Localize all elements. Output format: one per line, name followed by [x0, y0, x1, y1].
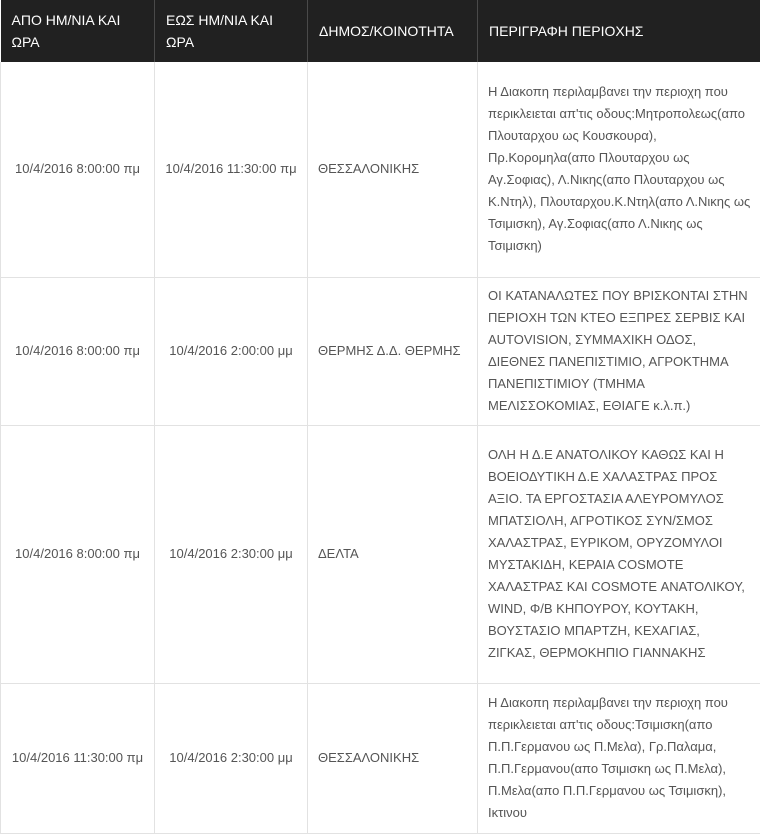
- cell-area-description: ΟΙ ΚΑΤΑΝΑΛΩΤΕΣ ΠΟΥ ΒΡΙΣΚΟΝΤΑΙ ΣΤΗΝ ΠΕΡΙΟΧΗ ΤΩΝ ΚΤΕΟ ΕΞΠΡΕΣ ΣΕΡΒΙΣ ΚΑΙ AUTOVISION, ΣΥΜΜΑΧΙΚΗ ΟΔΟΣ, ΔΙΕΘΝΕΣ ΠΑΝΕΠΙΣΤΙΜΙΟ, ΑΓΡΟΚΤΗΜΑ ΠΑΝΕΠΙΣΤΙΜΙΟΥ (ΤΜΗΜΑ ΜΕΛΙΣΣΟΚΟΜΙΑΣ, ΕΘΙΑΓΕ κ.λ.π.): [478, 277, 760, 425]
- table-row: [1, 425, 760, 683]
- cell-area-description: ΟΛΗ Η Δ.Ε ΑΝΑΤΟΛΙΚΟΥ ΚΑΘΩΣ ΚΑΙ Η ΒΟΕΙΟΔΥΤΙΚΗ Δ.Ε ΧΑΛΑΣΤΡΑΣ ΠΡΟΣ ΑΞΙΟ. ΤΑ ΕΡΓΟΣΤΑΣΙΑ ΑΛΕΥΡΟΜΥΛΟΣ ΜΠΑΤΣΙΟΛΗ, ΑΓΡΟΤΙΚΟΣ ΣΥΝ/ΣΜΟΣ ΧΑΛΑΣΤΡΑΣ, ΕΥΡΙΚΟΜ, ΟΡΥΖΟΜΥΛΟΙ ΜΥΣΤΑΚΙΔΗ, ΚΕΡΑΙΑ COSMOTE ΧΑΛΑΣΤΡΑΣ ΚΑΙ COSMOTE ΑΝΑΤΟΛΙΚΟΥ, WIND, Φ/Β ΚΗΠΟΥΡΟΥ, ΚΟΥΤΑΚΗ, ΒΟΥΣΤΑΣΙΟ ΜΠΑΡΤΖΗ, ΚΕΧΑΓΙΑΣ, ΖΙΓΚΑΣ, ΘΕΡΜΟΚΗΠΙΟ ΓΙΑΝΝΑΚΗΣ: [478, 425, 760, 683]
- table-row: [1, 683, 760, 833]
- header-area-description: ΠΕΡΙΓΡΑΦΗ ΠΕΡΙΟΧΗΣ: [478, 0, 760, 62]
- header-from-datetime: ΑΠΟ ΗΜ/ΝΙΑ ΚΑΙ ΩΡΑ: [1, 0, 155, 62]
- header-row: [1, 0, 760, 62]
- header-to-datetime: ΕΩΣ ΗΜ/ΝΙΑ ΚΑΙ ΩΡΑ: [155, 0, 308, 62]
- cell-to-datetime: 10/4/2016 11:30:00 πμ: [155, 62, 308, 277]
- table-body: [1, 62, 760, 833]
- table-row: [1, 277, 760, 425]
- table-row: [1, 62, 760, 277]
- cell-from-datetime: 10/4/2016 8:00:00 πμ: [1, 277, 155, 425]
- header-municipality: ΔΗΜΟΣ/ΚΟΙΝΟΤΗΤΑ: [308, 0, 478, 62]
- cell-municipality: ΘΕΡΜΗΣ Δ.Δ. ΘΕΡΜΗΣ: [308, 277, 478, 425]
- cell-area-description: Η Διακοπη περιλαμβανει την περιοχη που περικλειεται απ'τις οδους:Τσιμισκη(απο Π.Π.Γερμανου ως Π.Μελα), Γρ.Παλαμα, Π.Π.Γερμανου(απο Τσιμισκη ως Π.Μελα), Π.Μελα(απο Π.Π.Γερμανου ως Τσιμισκη), Ικτινου: [478, 683, 760, 833]
- cell-from-datetime: 10/4/2016 11:30:00 πμ: [1, 683, 155, 833]
- cell-to-datetime: 10/4/2016 2:00:00 μμ: [155, 277, 308, 425]
- cell-from-datetime: 10/4/2016 8:00:00 πμ: [1, 425, 155, 683]
- cell-area-description: Η Διακοπη περιλαμβανει την περιοχη που περικλειεται απ'τις οδους:Μητροπολεως(απο Πλουταρχου ως Κουσκουρα), Πρ.Κορομηλα(απο Πλουταρχου ως Αγ.Σοφιας), Λ.Νικης(απο Πλουταρχου ως Κ.Ντηλ), Πλουταρχου.Κ.Ντηλ(απο Λ.Νικης ως Τσιμισκη), Αγ.Σοφιας(απο Λ.Νικης ως Τσιμισκη): [478, 62, 760, 277]
- table-header: [1, 0, 760, 62]
- cell-from-datetime: 10/4/2016 8:00:00 πμ: [1, 62, 155, 277]
- cell-municipality: ΔΕΛΤΑ: [308, 425, 478, 683]
- cell-municipality: ΘΕΣΣΑΛΟΝΙΚΗΣ: [308, 683, 478, 833]
- cell-to-datetime: 10/4/2016 2:30:00 μμ: [155, 425, 308, 683]
- cell-municipality: ΘΕΣΣΑΛΟΝΙΚΗΣ: [308, 62, 478, 277]
- cell-to-datetime: 10/4/2016 2:30:00 μμ: [155, 683, 308, 833]
